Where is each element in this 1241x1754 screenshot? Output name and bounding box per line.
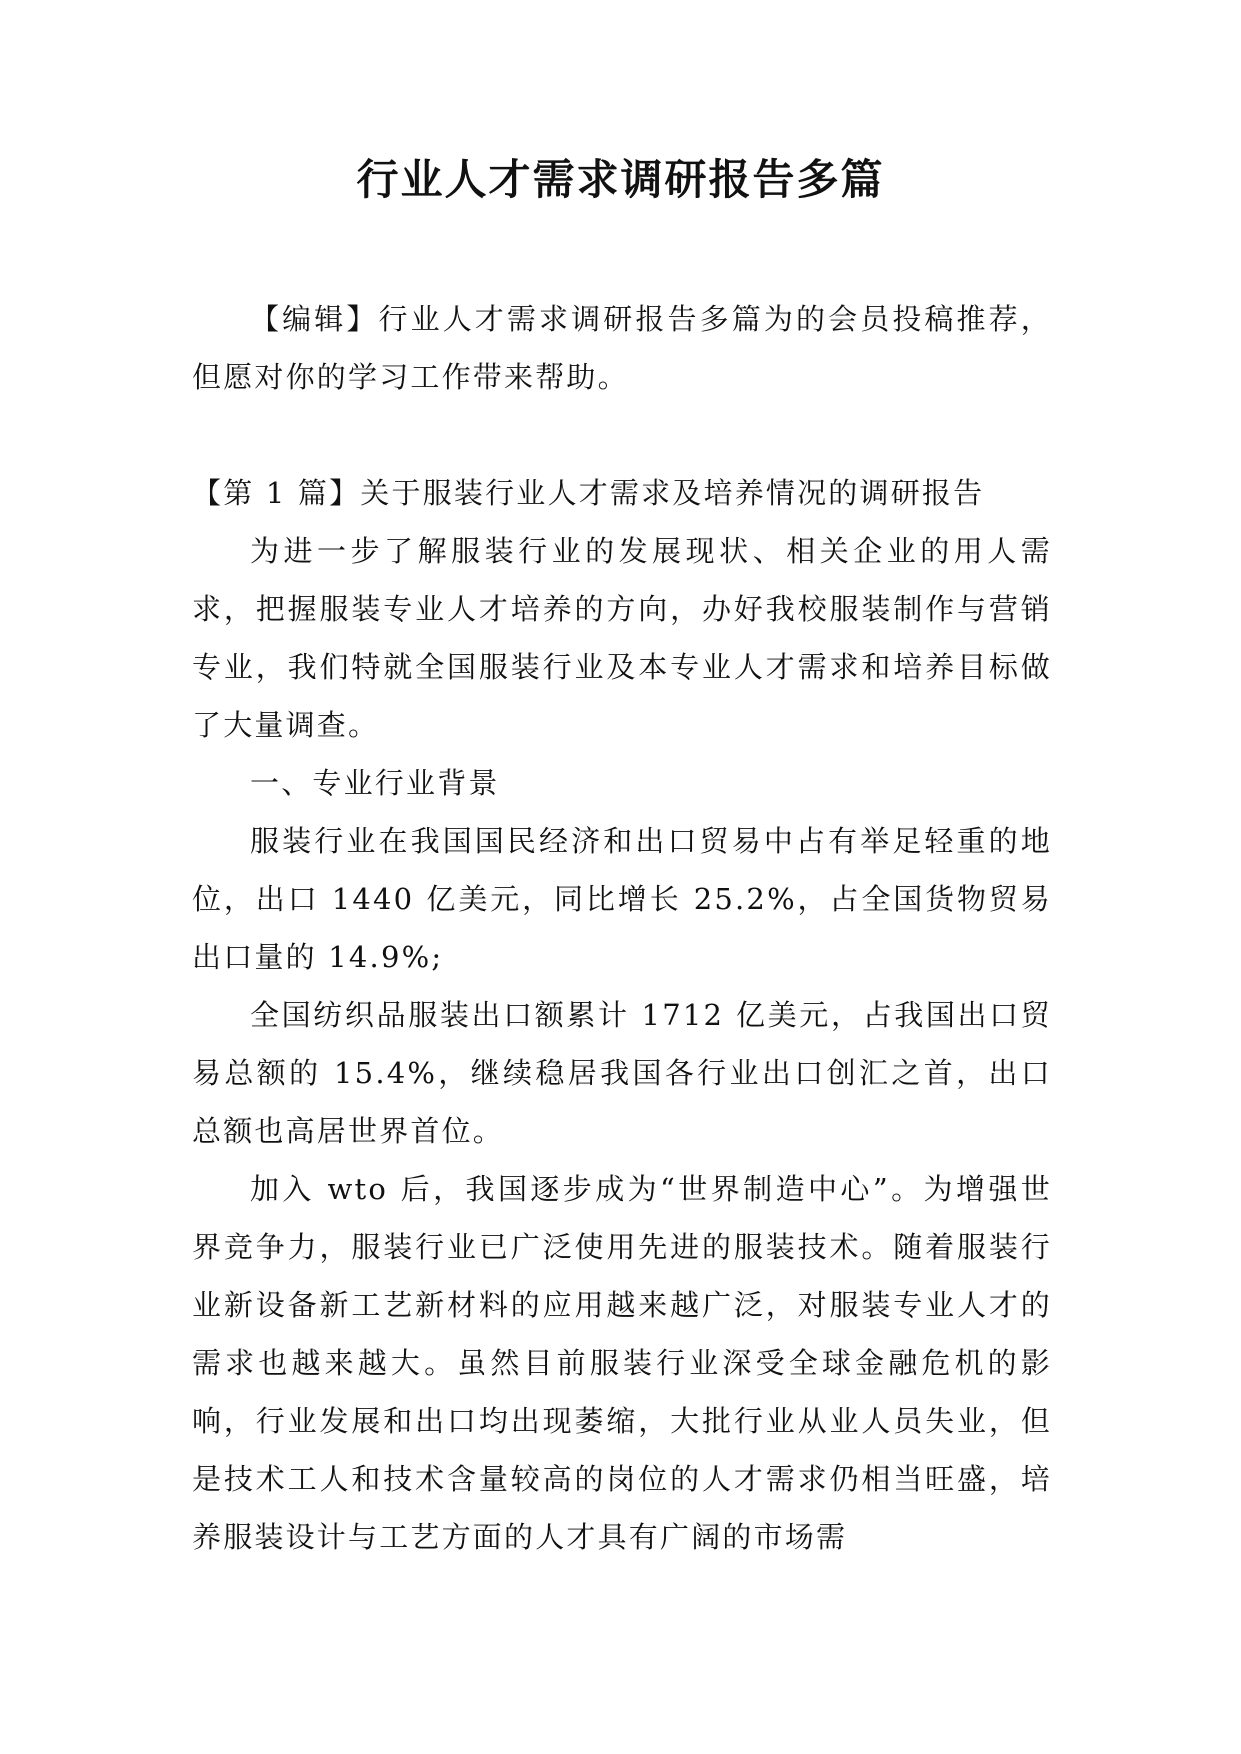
spacer [192, 406, 1052, 464]
body-paragraph: 全国纺织品服装出口额累计 1712 亿美元，占我国出口贸易总额的 15.4%，继续稳居我国各行业出口创汇之首，出口总额也高居世界首位。 [192, 998, 1052, 1148]
body-paragraph: 加入 wto 后，我国逐步成为“世界制造中心”。为增强世界竞争力，服装行业已广泛使用先进的服装技术。随着服装行业新设备新工艺新材料的应用越来越广泛，对服装专业人才的需求也越来越大。虽然目前服装行业深受全球金融危机的影响，行业发展和出口均出现萎缩，大批行业从业人员失业，但是技术工人和技术含量较高的岗位的人才需求仍相当旺盛，培养服装设计与工艺方面的人才具有广阔的市场需 [192, 1172, 1052, 1554]
subsection-heading: 一、专业行业背景 [250, 766, 500, 800]
page-title: 行业人才需求调研报告多篇 [356, 155, 885, 204]
intro-paragraph: 【编辑】行业人才需求调研报告多篇为的会员投稿推荐，但愿对你的学习工作带来帮助。 [192, 302, 1052, 394]
body-paragraph: 为进一步了解服装行业的发展现状、相关企业的用人需求，把握服装专业人才培养的方向，办好我校服装制作与营销专业，我们特就全国服装行业及本专业人才需求和培养目标做了大量调查。 [192, 534, 1052, 742]
section-heading: 【第 1 篇】关于服装行业人才需求及培养情况的调研报告 [192, 476, 985, 510]
document-body [192, 290, 1052, 1566]
body-paragraph: 服装行业在我国国民经济和出口贸易中占有举足轻重的地位，出口 1440 亿美元，同比增长 25.2%，占全国货物贸易出口量的 14.9%; [192, 824, 1052, 974]
